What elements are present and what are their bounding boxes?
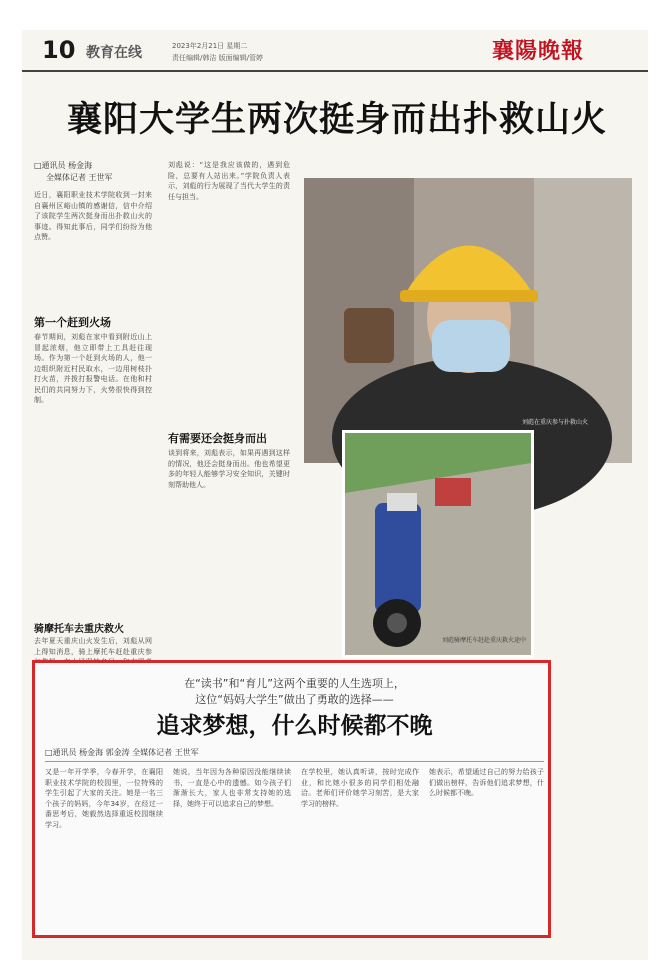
article1-byline: □通讯员 杨金海 全媒体记者 王世军 (34, 161, 113, 182)
header-meta (172, 40, 263, 64)
motorcycle-illustration (345, 433, 531, 655)
article1-col2: 刘彪说：“这是我应该做的，遇到危险，总要有人站出来。”学院负责人表示，刘彪的行为展现了当代大学生的责任与担当。 (168, 161, 290, 201)
page-header (22, 30, 648, 72)
article2-col4: 她表示，希望通过自己的努力给孩子们做出榜样，告诉他们追求梦想，什么时候都不晚。 (429, 768, 544, 797)
article1-col1: 春节期间，刘彪在家中看到附近山上冒起浓烟，他立即带上工具赶往现场。作为第一个赶到火场的人，他一边组织附近村民取水，一边用树枝扑打火苗，并拨打报警电话。在他和村民们的共同努力下，火势很快得到控制。 (34, 333, 152, 404)
article1-intro: 近日，襄阳职业技术学院收到一封来自襄州区峪山镇的感谢信，信中介绍了该院学生两次挺身而出扑救山火的事迹。得知此事后，同学们纷纷为他点赞。 (34, 191, 152, 241)
article1-subhead-3: 有需要还会挺身而出 (168, 432, 267, 445)
article2-headline: 追求梦想，什么时候都不晚 (156, 712, 433, 739)
photo2-caption: 刘彪骑摩托车赶赴重庆救火途中 (441, 637, 526, 644)
highlighted-article-box (32, 660, 551, 938)
photo-motorcycle (342, 430, 534, 658)
article2-col1: 又是一年开学季，今春开学，在襄阳职业技术学院的校园里，一位特殊的学生引起了大家的关注。她是一名三个孩子的妈妈，今年34岁，在经过一番思考后，她毅然选择重返校园继续学习。 (45, 768, 163, 829)
page-number: 10 (42, 36, 76, 64)
section-title: 教育在线 (86, 45, 142, 61)
article1-subhead-1: 第一个赶到火场 (34, 316, 111, 329)
article1-subhead-2: 骑摩托车去重庆救火 (34, 624, 124, 635)
article2-col2: 她说，当年因为各种原因没能继续读书，一直是心中的遗憾。如今孩子们渐渐长大，家人也非常支持她的选择，她终于可以追求自己的梦想。 (173, 768, 291, 808)
article2-col3: 在学校里，她认真听讲，按时完成作业，和比她小很多的同学们相处融洽。老师们评价她学习刻苦，是大家学习的榜样。 (301, 768, 419, 808)
article1-col1b: 去年夏天重庆山火发生后，刘彪从网上得知消息，骑上摩托车赶赴重庆参 (34, 637, 152, 656)
date-line: 2023年2月21日 星期二 (172, 42, 248, 50)
article2-byline: □通讯员 杨金海 郭金涛 全媒体记者 王世军 (45, 747, 544, 762)
article2-kicker-2: 这位“妈妈大学生”做出了勇敢的选择—— (195, 693, 394, 706)
article2-kicker-1: 在“读书”和“育儿”这两个重要的人生选项上， (184, 677, 405, 690)
masthead-logo: 襄陽晚報 (492, 38, 585, 64)
article1-headline: 襄阳大学生两次挺身而出扑救山火 (66, 100, 607, 140)
editors-line: 责任编辑/韩洁 版面编辑/管婷 (172, 54, 263, 62)
photo1-caption: 刘彪在重庆参与扑救山火 (522, 419, 589, 426)
newspaper-page (22, 30, 648, 960)
article1-col2b: 谈到将来，刘彪表示，如果再遇到这样的情况，他还会挺身而出。他也希望更多的年轻人能够学习安全知识，关键时刻帮助他人。 (168, 449, 290, 489)
